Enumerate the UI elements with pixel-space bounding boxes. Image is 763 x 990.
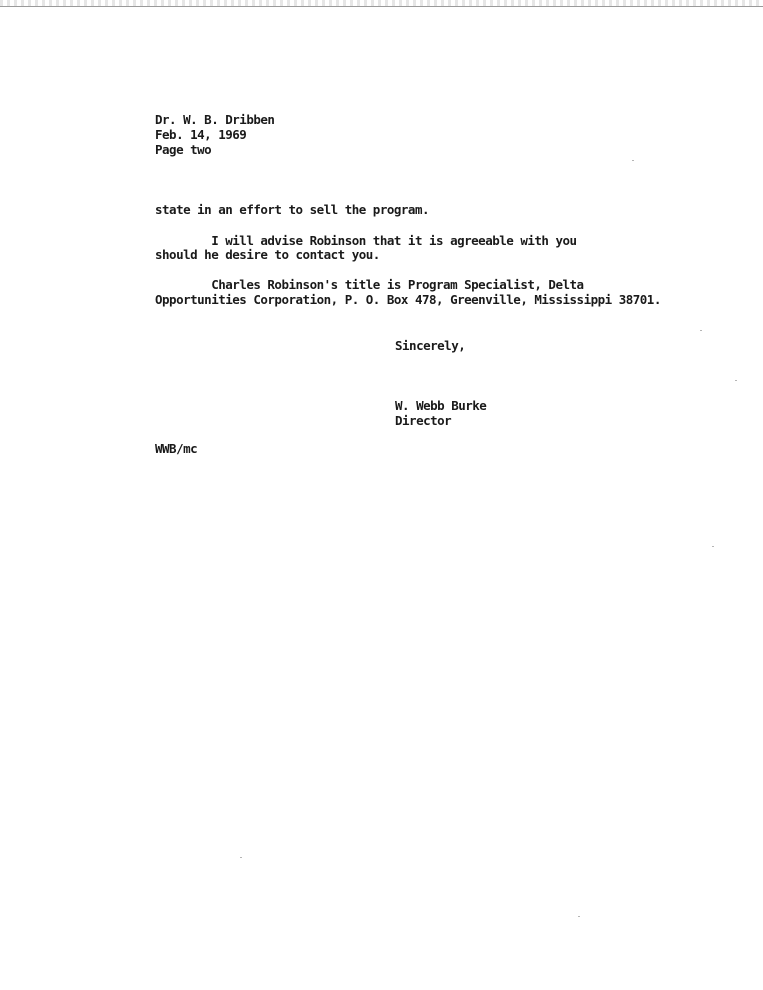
closing-salutation: Sincerely, [395, 338, 466, 353]
date-line: Feb. 14, 1969 [155, 127, 247, 142]
signer-title: Director [395, 413, 452, 428]
body-paragraph-3-line-2: Opportunities Corporation, P. O. Box 478, Greenville, Mississippi 38701. [155, 292, 661, 307]
page-top-edge [0, 0, 763, 7]
body-paragraph-2-line-2: should he desire to contact you. [155, 247, 380, 262]
body-paragraph-1: state in an effort to sell the program. [155, 202, 429, 217]
body-paragraph-2-line-1: I will advise Robinson that it is agreeable with you [155, 233, 577, 248]
paper-speck [578, 916, 580, 917]
paper-speck [712, 546, 714, 547]
paper-speck [240, 857, 242, 858]
signer-name: W. Webb Burke [395, 398, 487, 413]
recipient-line: Dr. W. B. Dribben [155, 112, 275, 127]
paper-speck [700, 330, 702, 331]
paper-speck [632, 160, 634, 161]
paper-speck [735, 380, 737, 381]
page-number-line: Page two [155, 142, 212, 157]
body-paragraph-3-line-1: Charles Robinson's title is Program Specialist, Delta [155, 277, 584, 292]
typist-initials: WWB/mc [155, 441, 198, 456]
